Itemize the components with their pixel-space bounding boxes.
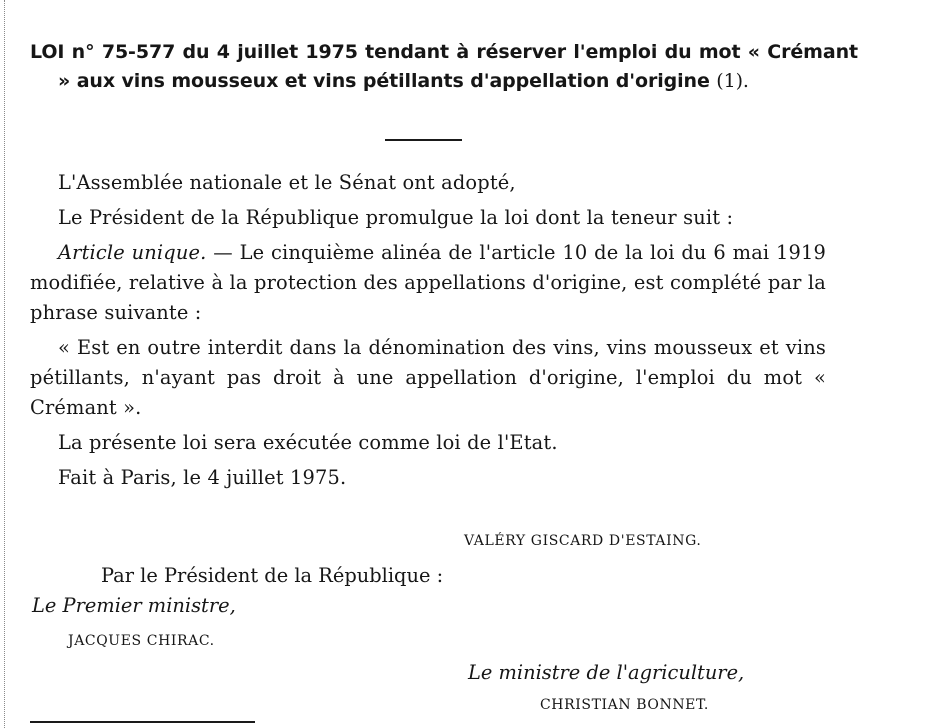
agriculture-minister-title: Le ministre de l'agriculture,: [468, 661, 745, 684]
paragraph-quotation: « Est en outre interdit dans la dénomination des vins, vins mousseux et vins pétillants, n'ayant pas droit à une appellation d'origine, l'emploi du mot « Crémant ».: [30, 336, 826, 419]
prime-minister-title: Le Premier ministre,: [32, 594, 236, 617]
paragraph-date-place: Fait à Paris, le 4 juillet 1975.: [58, 466, 347, 489]
article-label: Article unique.: [58, 241, 207, 264]
law-body: [30, 168, 826, 498]
paragraph-promulgation: Le Président de la République promulgue la loi dont la teneur suit :: [58, 206, 734, 229]
footnote-ref: (1).: [716, 70, 749, 92]
title-separator: [385, 139, 462, 141]
article-text: — Le cinquième alinéa de l'article 10 de la loi du 6 mai 1919 modifiée, relative à la protection des appellations d'origine, est complété par la phrase suivante :: [30, 241, 827, 324]
law-title-text: LOI n° 75-577 du 4 juillet 1975 tendant à réserver l'emploi du mot « Crémant » aux vins mousseux et vins pétillants d'appellation d'origine: [30, 41, 858, 92]
paragraph-article: [30, 238, 826, 328]
agriculture-minister-signature: CHRISTIAN BONNET.: [540, 697, 709, 713]
page-edge: [4, 0, 5, 728]
law-title: [30, 38, 858, 96]
president-signature: VALÉRY GISCARD D'ESTAING.: [464, 533, 702, 549]
paragraph-execution: La présente loi sera exécutée comme loi de l'Etat.: [58, 431, 558, 454]
by-president-line: Par le Président de la République :: [101, 564, 444, 587]
paragraph-adoption: L'Assemblée nationale et le Sénat ont adopté,: [58, 171, 516, 194]
prime-minister-signature: JACQUES CHIRAC.: [68, 633, 215, 649]
footnote-separator: [30, 721, 255, 723]
